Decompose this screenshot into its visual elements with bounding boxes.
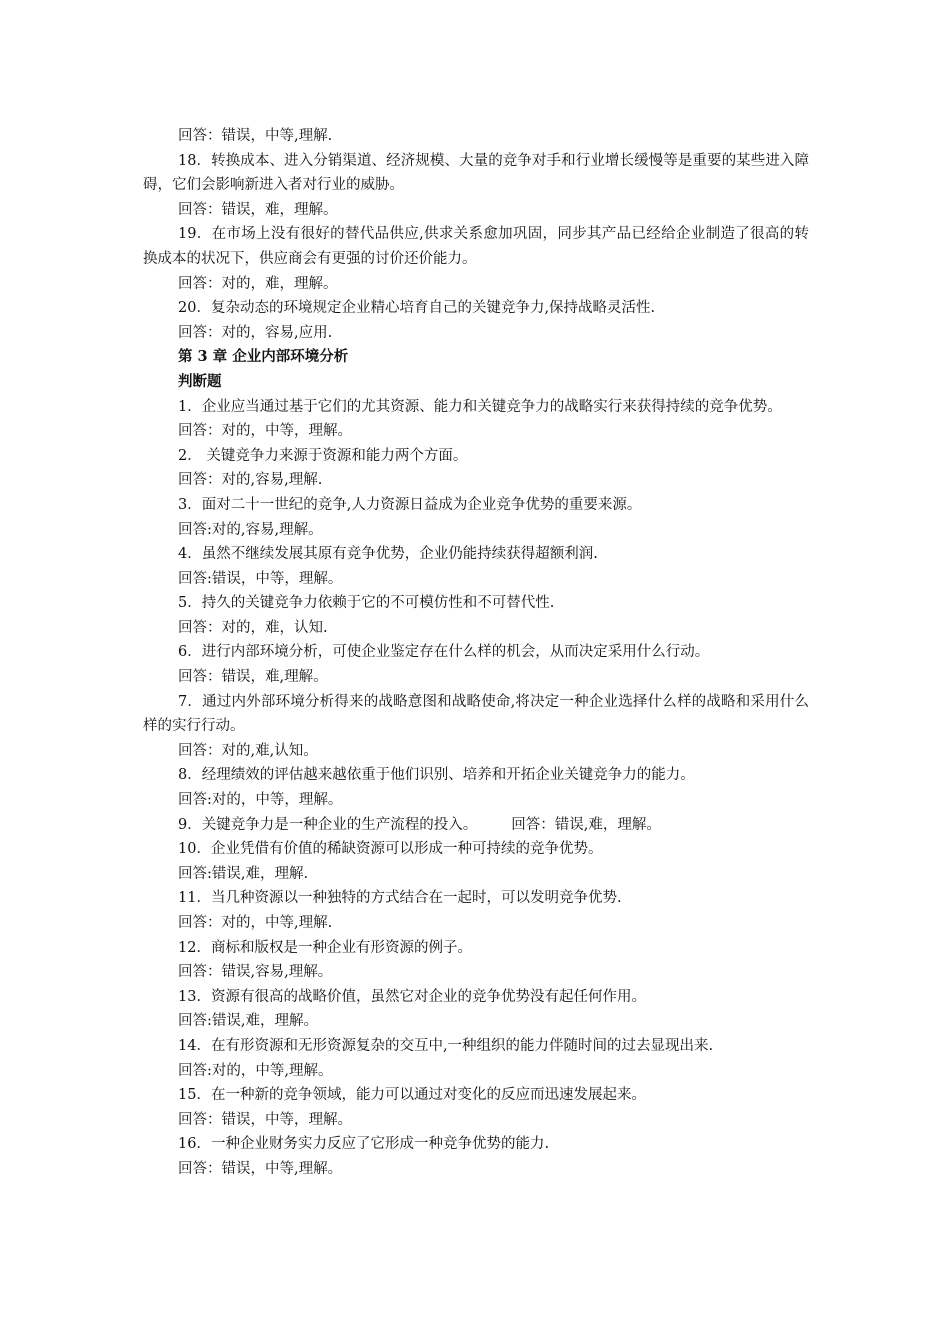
ch3-answer-1: 回答：对的，中等，理解。 xyxy=(178,423,352,440)
answer-20: 回答：对的，容易,应用. xyxy=(178,324,333,341)
ch3-question-7: 7．通过内外部环境分析得来的战略意图和战略使命,将决定一种企业选择什么样的战略和采用什么样的实行行动。 xyxy=(143,693,809,735)
ch3-answer-16: 回答：错误，中等,理解。 xyxy=(178,1160,343,1177)
ch3-question-4: 4．虽然不继续发展其原有竞争优势，企业仍能持续获得超额利润. xyxy=(178,546,598,563)
question-20: 20．复杂动态的环境规定企业精心培育自己的关键竞争力,保持战略灵活性. xyxy=(178,300,656,317)
ch3-question-9: 9．关键竞争力是一种企业的生产流程的投入。 xyxy=(178,816,478,833)
ch3-question-6: 6．进行内部环境分析，可使企业鉴定存在什么样的机会，从而决定采用什么行动。 xyxy=(178,644,710,661)
ch3-question-5: 5．持久的关键竞争力依赖于它的不可模仿性和不可替代性. xyxy=(178,595,555,612)
ch3-answer-12: 回答：错误,容易,理解。 xyxy=(178,964,333,981)
ch3-question-13: 13．资源有很高的战略价值，虽然它对企业的竞争优势没有起任何作用。 xyxy=(178,988,646,1005)
ch3-answer-14: 回答:对的，中等,理解。 xyxy=(178,1062,333,1079)
ch3-question-11: 11．当几种资源以一种独特的方式结合在一起时，可以发明竞争优势. xyxy=(178,890,622,907)
answer-18: 回答：错误，难，理解。 xyxy=(178,201,338,218)
ch3-question-15: 15．在一种新的竞争领域，能力可以通过对变化的反应而迅速发展起来。 xyxy=(178,1087,646,1104)
question-19: 19．在市场上没有很好的替代品供应,供求关系愈加巩固，同步其产品已经给企业制造了很高的转换成本的状况下，供应商会有更强的讨价还价能力。 xyxy=(143,226,809,267)
ch3-answer-11: 回答：对的，中等,理解. xyxy=(178,915,333,931)
ch3-question-1: 1．企业应当通过基于它们的尤其资源、能力和关键竞争力的战略实行来获得持续的竞争优势。 xyxy=(178,398,782,415)
ch3-answer-9: 回答：错误,难，理解。 xyxy=(511,816,661,833)
ch3-question-14: 14．在有形资源和无形资源复杂的交互中,一种组织的能力伴随时间的过去显现出来. xyxy=(178,1037,714,1054)
ch3-answer-4: 回答:错误，中等，理解。 xyxy=(178,570,343,587)
ch3-question-12: 12．商标和版权是一种企业有形资源的例子。 xyxy=(178,939,472,956)
ch3-answer-6: 回答：错误，难,理解。 xyxy=(178,669,328,686)
ch3-answer-3: 回答:对的,容易,理解。 xyxy=(178,521,323,538)
answer-19: 回答：对的，难，理解。 xyxy=(178,275,338,292)
ch3-answer-8: 回答:对的，中等，理解。 xyxy=(178,792,343,809)
ch3-answer-15: 回答：错误，中等，理解。 xyxy=(178,1111,352,1128)
chapter-heading: 第 3 章 企业内部环境分析 xyxy=(178,348,349,366)
answer-prev: 回答：错误，中等,理解. xyxy=(178,128,333,144)
document-body xyxy=(143,124,809,1182)
ch3-answer-7: 回答：对的,难,认知。 xyxy=(178,742,318,759)
ch3-question-3: 3．面对二十一世纪的竞争,人力资源日益成为企业竞争优势的重要来源。 xyxy=(178,496,642,513)
question-18: 18．转换成本、进入分销渠道、经济规模、大量的竞争对手和行业增长缓慢等是重要的某些进入障碍，它们会影响新进入者对行业的威胁。 xyxy=(143,152,809,194)
section-heading: 判断题 xyxy=(178,372,222,390)
ch3-answer-5: 回答：对的，难，认知. xyxy=(178,619,328,636)
ch3-question-2: 2． 关键竞争力来源于资源和能力两个方面。 xyxy=(178,447,468,464)
ch3-question-9-row xyxy=(143,813,809,838)
ch3-answer-13: 回答:错误,难，理解。 xyxy=(178,1013,318,1030)
ch3-answer-10: 回答:错误,难，理解. xyxy=(178,865,309,882)
ch3-answer-2: 回答：对的,容易,理解. xyxy=(178,472,323,489)
ch3-question-8: 8．经理绩效的评估越来越依重于他们识别、培养和开拓企业关键竞争力的能力。 xyxy=(178,767,695,784)
ch3-question-10: 10．企业凭借有价值的稀缺资源可以形成一种可持续的竞争优势。 xyxy=(178,841,603,858)
ch3-question-16: 16．一种企业财务实力反应了它形成一种竞争优势的能力. xyxy=(178,1136,550,1153)
